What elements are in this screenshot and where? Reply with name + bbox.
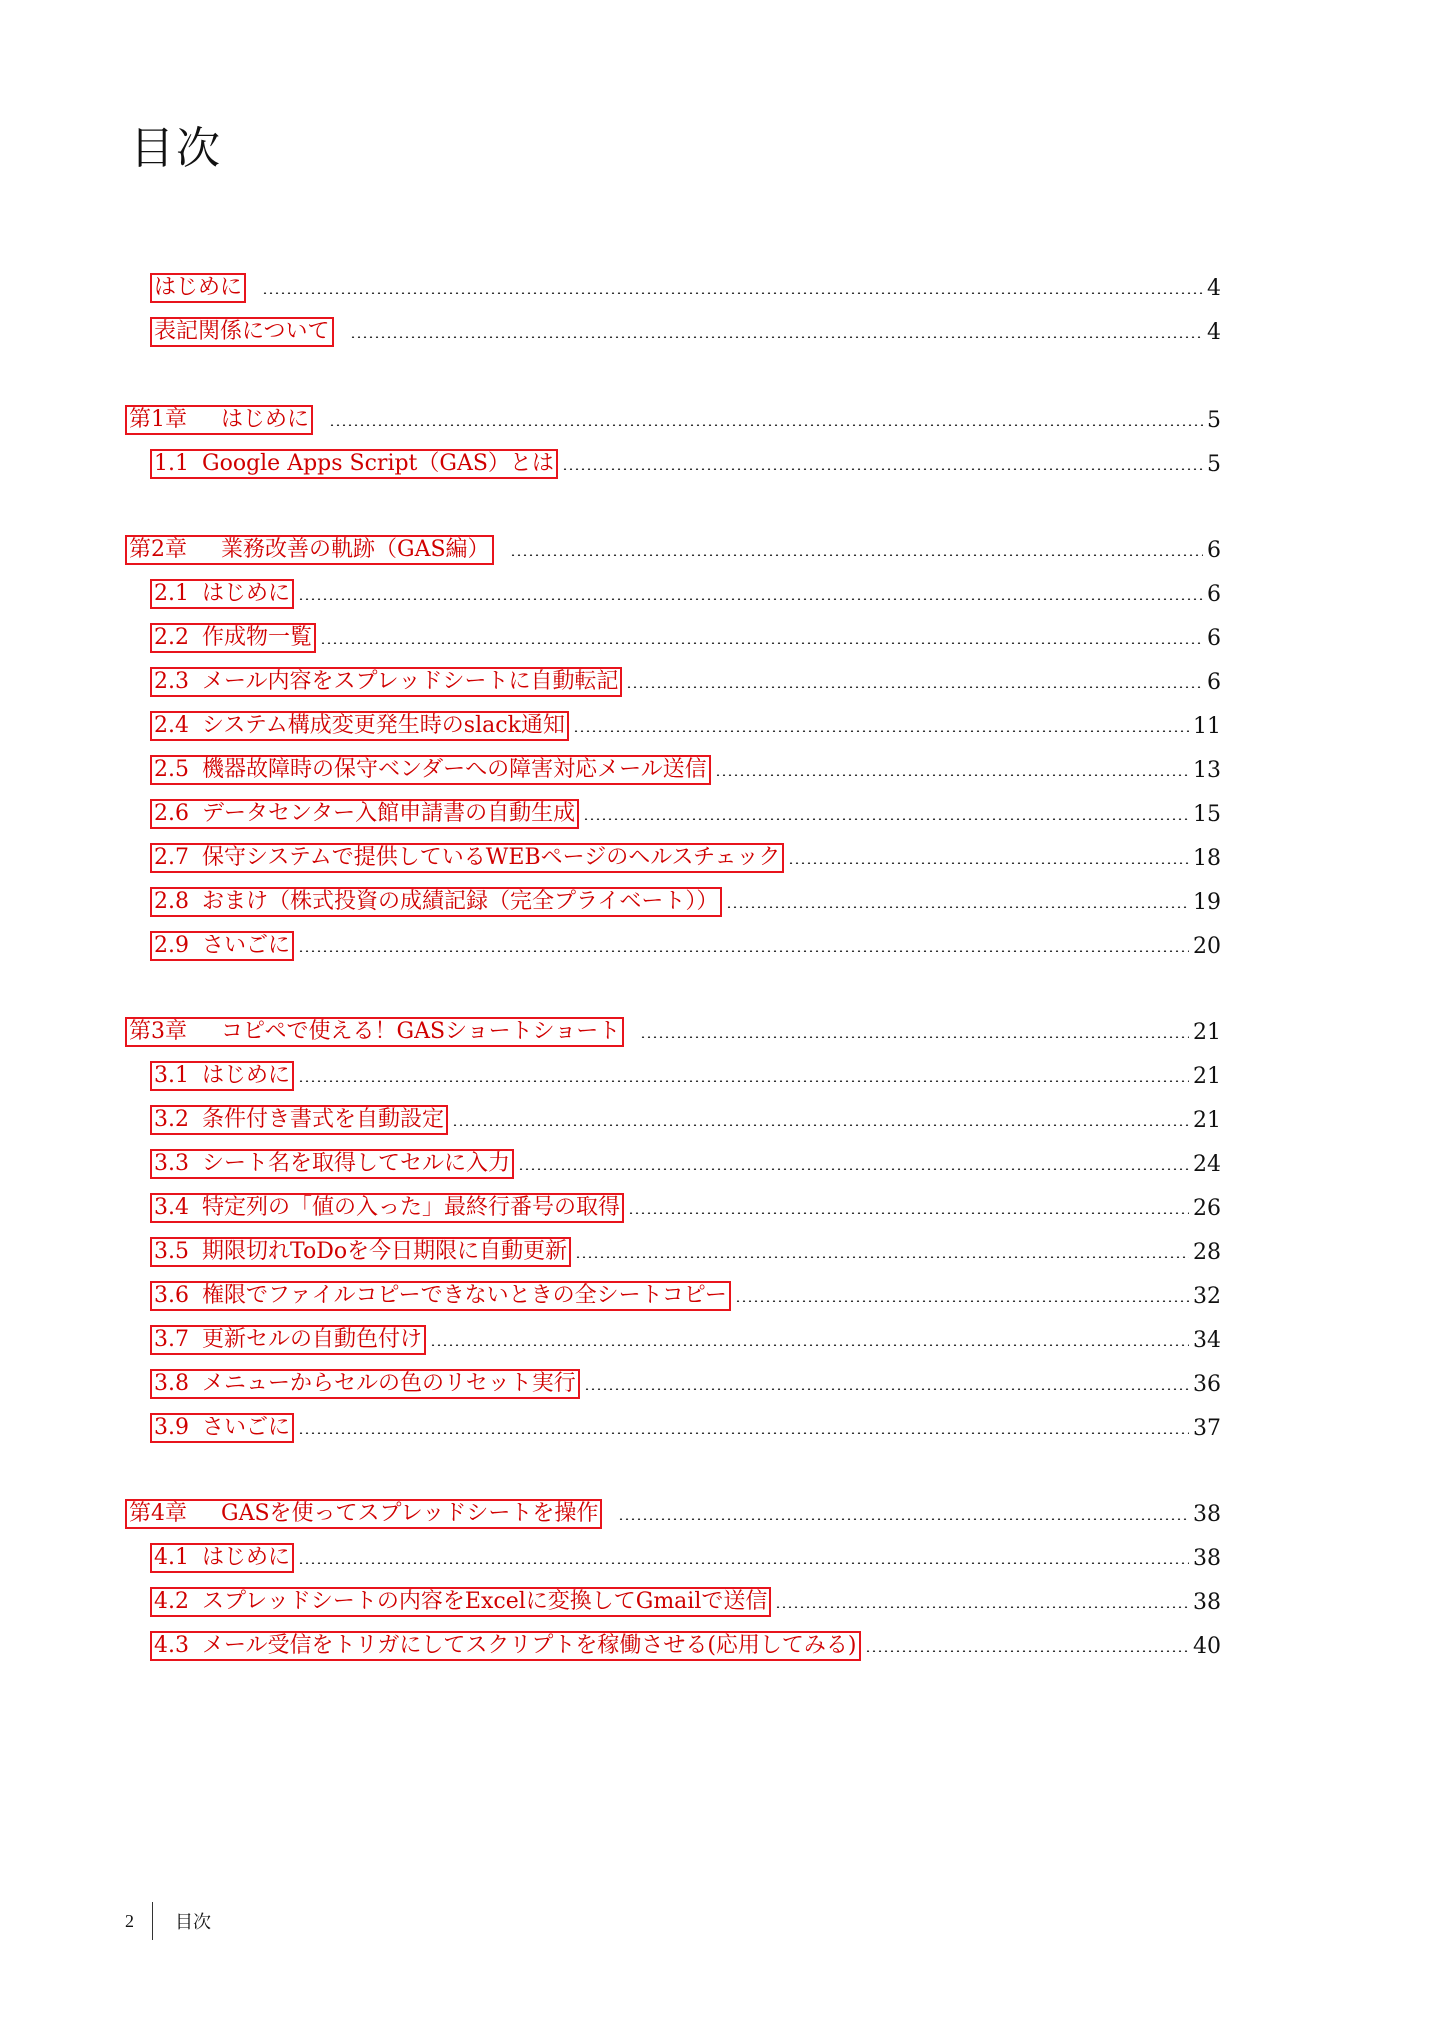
toc-entry-label[interactable] (150, 1413, 294, 1443)
toc-chapter-row[interactable] (125, 535, 1221, 565)
toc-entry-number: 4.1 (154, 1545, 189, 1570)
toc-dot-leader (865, 1650, 1189, 1652)
toc-entry-title: さいごに (202, 1415, 291, 1440)
toc-dot-leader (735, 1300, 1189, 1302)
page-title: 目次 (130, 123, 222, 174)
toc-dot-leader (618, 1518, 1189, 1520)
toc-entry-label[interactable] (150, 1105, 448, 1135)
toc-entry-label[interactable] (150, 1587, 771, 1617)
toc-page-number: 38 (1193, 1589, 1221, 1615)
toc-entry-label[interactable] (150, 711, 569, 741)
toc-page-number: 36 (1193, 1371, 1221, 1397)
toc-entry-label[interactable] (125, 535, 494, 565)
toc-page-number: 34 (1193, 1327, 1221, 1353)
toc-page-number: 18 (1193, 845, 1221, 871)
toc-entry-label[interactable] (150, 1325, 426, 1355)
toc-entry-number: 4.2 (154, 1589, 189, 1614)
toc-page-number: 38 (1193, 1501, 1221, 1527)
toc-entry-number: 3.4 (154, 1195, 189, 1220)
toc-entry-title: 業務改善の軌跡（GAS編） (221, 537, 490, 562)
toc-entry-number: 2.5 (154, 757, 189, 782)
toc-section-row[interactable] (150, 1413, 1221, 1443)
toc-dot-leader (518, 1168, 1189, 1170)
toc-dot-leader (510, 554, 1203, 556)
toc-page-number: 6 (1207, 581, 1221, 607)
toc-page-number: 4 (1207, 319, 1221, 345)
toc-entry-title: データセンター入館申請書の自動生成 (202, 801, 576, 826)
toc-dot-leader (628, 1212, 1189, 1214)
toc-entry-label[interactable] (125, 1017, 624, 1047)
toc-dot-leader (298, 1432, 1189, 1434)
toc-dot-leader (775, 1606, 1189, 1608)
toc-entry-number: 2.6 (154, 801, 189, 826)
toc-entry-title: コピペで使える！GASショートショート (221, 1019, 621, 1044)
toc-entry-number: 2.7 (154, 845, 189, 870)
toc-entry-title: シート名を取得してセルに入力 (202, 1151, 511, 1176)
toc-page-number: 13 (1193, 757, 1221, 783)
toc-entry-number: 2.2 (154, 625, 189, 650)
toc-entry-number: 3.3 (154, 1151, 189, 1176)
toc-entry-label[interactable] (125, 405, 313, 435)
toc-entry-label[interactable] (150, 317, 334, 347)
toc-page-number: 5 (1207, 407, 1221, 433)
footer-page-number: 2 (125, 1910, 134, 1931)
toc-entry-title: システム構成変更発生時のslack通知 (202, 713, 565, 738)
toc-section-row[interactable] (150, 317, 1221, 347)
toc-entry-number: 3.6 (154, 1283, 189, 1308)
toc-entry-label[interactable] (150, 1237, 571, 1267)
toc-entry-title: GASを使ってスプレッドシートを操作 (221, 1501, 599, 1526)
toc-entry-label[interactable] (150, 667, 622, 697)
toc-entry-title: 表記関係について (154, 319, 330, 344)
toc-entry-label[interactable] (150, 623, 316, 653)
toc-entry-title: メール受信をトリガにしてスクリプトを稼働させる(応用してみる) (202, 1633, 857, 1658)
toc-dot-leader (726, 906, 1189, 908)
toc-dot-leader (320, 642, 1203, 644)
toc-entry-number: 3.5 (154, 1239, 189, 1264)
toc-entry-label[interactable] (150, 579, 294, 609)
toc-entry-label[interactable] (150, 799, 579, 829)
toc-dot-leader (329, 424, 1203, 426)
toc-dot-leader (298, 598, 1203, 600)
toc-entry-title: はじめに (154, 275, 243, 300)
toc-dot-leader (262, 292, 1203, 294)
toc-page-number: 37 (1193, 1415, 1221, 1441)
toc-entry-title: 条件付き書式を自動設定 (202, 1107, 445, 1132)
toc-chapter-row[interactable] (125, 1017, 1221, 1047)
toc-entry-title: おまけ（株式投資の成績記録（完全プライベート）） (202, 889, 719, 914)
toc-dot-leader (575, 1256, 1189, 1258)
toc-entry-label[interactable] (150, 1281, 731, 1311)
toc-entry-title: Google Apps Script（GAS）とは (202, 451, 554, 476)
toc-entry-label[interactable] (150, 843, 784, 873)
toc-section-row[interactable] (150, 1587, 1221, 1617)
toc-entry-number: 4.3 (154, 1633, 189, 1658)
toc-section-row[interactable] (150, 1325, 1221, 1355)
toc-page-number: 15 (1193, 801, 1221, 827)
toc-entry-number: 第1章 (129, 407, 187, 432)
toc-entry-title: 機器故障時の保守ベンダーへの障害対応メール送信 (202, 757, 707, 782)
toc-entry-number: 第2章 (129, 537, 187, 562)
toc-section-row[interactable] (150, 755, 1221, 785)
toc-entry-title: 権限でファイルコピーできないときの全シートコピー (202, 1283, 727, 1308)
toc-dot-leader (715, 774, 1189, 776)
toc-page-number: 20 (1193, 933, 1221, 959)
page-footer (125, 1902, 211, 1940)
toc-section-row[interactable] (150, 1149, 1221, 1179)
toc-section-row[interactable] (150, 667, 1221, 697)
toc-page-number: 28 (1193, 1239, 1221, 1265)
toc-dot-leader (298, 1080, 1189, 1082)
toc-entry-title: メール内容をスプレッドシートに自動転記 (202, 669, 619, 694)
toc-page-number: 32 (1193, 1283, 1221, 1309)
toc-chapter-row[interactable] (125, 405, 1221, 435)
toc-entry-number: 3.9 (154, 1415, 189, 1440)
toc-dot-leader (573, 730, 1189, 732)
toc-dot-leader (350, 336, 1203, 338)
toc-entry-label[interactable] (150, 755, 711, 785)
toc-entry-number: 2.8 (154, 889, 189, 914)
toc-dot-leader (788, 862, 1189, 864)
toc-section-row[interactable] (150, 1631, 1221, 1661)
toc-entry-number: 3.2 (154, 1107, 189, 1132)
toc-entry-title: メニューからセルの色のリセット実行 (202, 1371, 576, 1396)
toc-page-number: 5 (1207, 451, 1221, 477)
toc-dot-leader (640, 1036, 1189, 1038)
toc-section-row[interactable] (150, 711, 1221, 741)
toc-section-row[interactable] (150, 843, 1221, 873)
toc-section-row[interactable] (150, 1281, 1221, 1311)
toc-dot-leader (298, 950, 1189, 952)
toc-section-row[interactable] (150, 623, 1221, 653)
footer-section-title: 目次 (175, 1912, 211, 1932)
toc-entry-title: 更新セルの自動色付け (202, 1327, 423, 1352)
toc-entry-number: 2.4 (154, 713, 189, 738)
toc-page-number: 6 (1207, 669, 1221, 695)
toc-section-row[interactable] (150, 579, 1221, 609)
toc-section-row[interactable] (150, 1105, 1221, 1135)
toc-entry-title: スプレッドシートの内容をExcelに変換してGmailで送信 (202, 1589, 768, 1614)
toc-page-number: 6 (1207, 625, 1221, 651)
toc-page-number: 40 (1193, 1633, 1221, 1659)
toc-section-row[interactable] (150, 449, 1221, 479)
toc-entry-title: 期限切れToDoを今日期限に自動更新 (202, 1239, 568, 1264)
toc-section-row[interactable] (150, 1237, 1221, 1267)
toc-entry-label[interactable] (150, 273, 246, 303)
toc-entry-title: はじめに (202, 581, 291, 606)
toc-entry-title: 特定列の「値の入った」最終行番号の取得 (202, 1195, 621, 1220)
toc-page-number: 19 (1193, 889, 1221, 915)
toc-entry-number: 2.9 (154, 933, 189, 958)
toc-entry-title: 作成物一覧 (202, 625, 313, 650)
toc-entry-label[interactable] (150, 1061, 294, 1091)
toc-dot-leader (626, 686, 1203, 688)
toc-page-number: 21 (1193, 1063, 1221, 1089)
toc-entry-number: 3.1 (154, 1063, 189, 1088)
toc-chapter-row[interactable] (125, 1499, 1221, 1529)
toc-page-number: 26 (1193, 1195, 1221, 1221)
toc-dot-leader (298, 1562, 1189, 1564)
toc-entry-label[interactable] (125, 1499, 602, 1529)
toc-dot-leader (584, 1388, 1189, 1390)
toc-page-number: 6 (1207, 537, 1221, 563)
toc-entry-number: 第4章 (129, 1501, 187, 1526)
toc-entry-number: 3.7 (154, 1327, 189, 1352)
toc-page-number: 11 (1193, 713, 1221, 739)
toc-entry-number: 3.8 (154, 1371, 189, 1396)
toc-entry-label[interactable] (150, 1149, 514, 1179)
toc-section-row[interactable] (150, 1369, 1221, 1399)
toc-entry-number: 1.1 (154, 451, 189, 476)
footer-divider (152, 1902, 153, 1940)
toc-page-number: 24 (1193, 1151, 1221, 1177)
toc-entry-label[interactable] (150, 931, 294, 961)
toc-section-row[interactable] (150, 887, 1221, 917)
toc-section-row[interactable] (150, 931, 1221, 961)
toc-page-number: 21 (1193, 1107, 1221, 1133)
toc-dot-leader (452, 1124, 1189, 1126)
toc-entry-title: 保守システムで提供しているWEBページのヘルスチェック (202, 845, 781, 870)
toc-section-row[interactable] (150, 1543, 1221, 1573)
toc-entry-title: さいごに (202, 933, 291, 958)
toc-entry-label[interactable] (150, 1543, 294, 1573)
toc-section-row[interactable] (150, 799, 1221, 829)
toc-entry-label[interactable] (150, 1369, 580, 1399)
toc-dot-leader (562, 468, 1203, 470)
toc-entry-label[interactable] (150, 1631, 861, 1661)
toc-section-row[interactable] (150, 273, 1221, 303)
toc-entry-label[interactable] (150, 1193, 624, 1223)
toc-entry-number: 2.1 (154, 581, 189, 606)
toc-dot-leader (430, 1344, 1189, 1346)
toc-section-row[interactable] (150, 1061, 1221, 1091)
toc-page-number: 4 (1207, 275, 1221, 301)
toc-entry-label[interactable] (150, 449, 558, 479)
toc-entry-title: はじめに (221, 407, 310, 432)
toc-entry-number: 第3章 (129, 1019, 187, 1044)
toc-entry-label[interactable] (150, 887, 722, 917)
toc-entry-number: 2.3 (154, 669, 189, 694)
toc-page-number: 21 (1193, 1019, 1221, 1045)
toc-entry-title: はじめに (202, 1063, 291, 1088)
toc-page-number: 38 (1193, 1545, 1221, 1571)
toc-section-row[interactable] (150, 1193, 1221, 1223)
toc-dot-leader (583, 818, 1189, 820)
toc-entry-title: はじめに (202, 1545, 291, 1570)
